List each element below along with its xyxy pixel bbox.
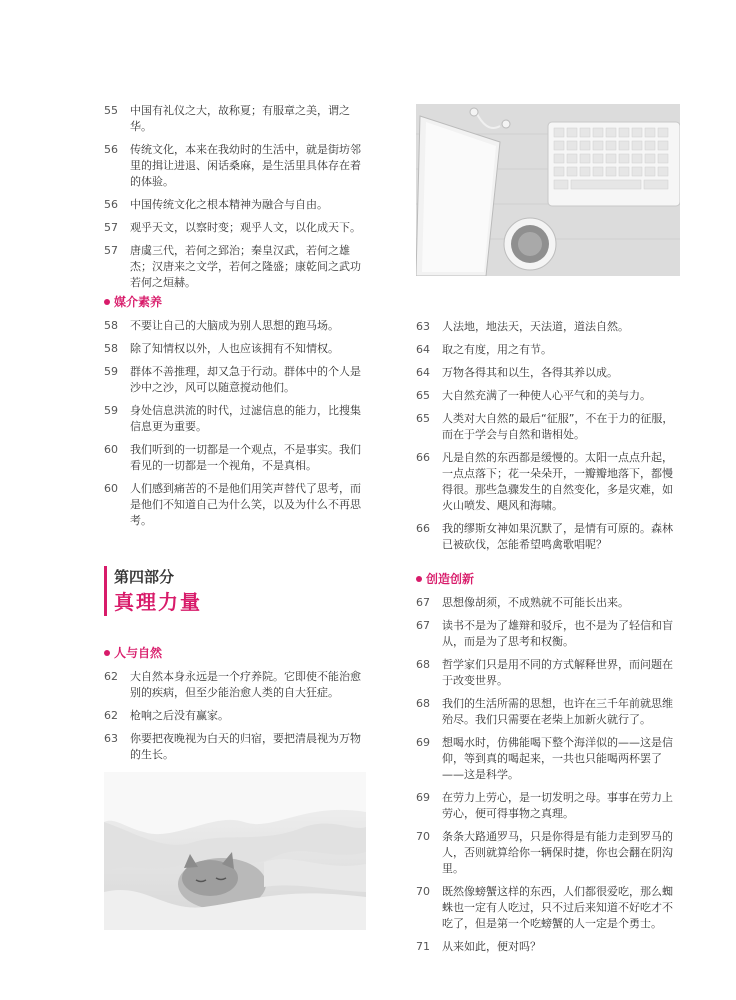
entry-text: 凡是自然的东西都是缓慢的。太阳一点点升起，一点点落下；花一朵朵开，一瓣瓣地落下，都慢得很。那些急骤发生的自然变化，多是灾难，如火山喷发、飓风和海啸。 — [442, 451, 673, 512]
list-item — [416, 735, 680, 783]
entry-number: 58 — [104, 342, 118, 355]
list-item — [104, 708, 366, 724]
entry-text: 我们听到的一切都是一个观点，不是事实。我们看见的一切都是一个视角，不是真相。 — [130, 443, 361, 472]
section-heading — [416, 570, 680, 587]
entry-text: 从来如此，便对吗？ — [442, 940, 541, 953]
entry-text: 条条大路通罗马，只是你得是有能力走到罗马的人，否则就算给你一辆保时捷，你也会翻在阴沟里。 — [442, 830, 673, 875]
entry-number: 64 — [416, 343, 430, 356]
entry-text: 观乎天文，以察时变；观乎人文，以化成天下。 — [130, 221, 361, 234]
list-item — [104, 142, 366, 190]
list-item — [104, 318, 366, 334]
entry-text: 除了知情权以外，人也应该拥有不知情权。 — [130, 342, 339, 355]
entry-text: 哲学家们只是用不同的方式解释世界，而问题在于改变世界。 — [442, 658, 673, 687]
entry-text: 思想像胡须，不成熟就不可能长出来。 — [442, 596, 629, 609]
bullet-dot-icon — [104, 650, 110, 656]
list-item — [104, 731, 366, 763]
entry-number: 63 — [104, 732, 118, 745]
entry-text: 你要把夜晚视为白天的归宿，要把清晨视为万物的生长。 — [130, 732, 361, 761]
list-item — [416, 521, 680, 553]
list-item — [416, 829, 680, 877]
list-item — [104, 403, 366, 435]
left-top-list — [104, 103, 366, 298]
list-item — [104, 103, 366, 135]
list-item — [416, 884, 680, 932]
section-label: 媒介素养 — [114, 295, 163, 309]
list-item — [416, 618, 680, 650]
entry-number: 60 — [104, 443, 118, 456]
entry-text: 既然像螃蟹这样的东西，人们都很爱吃，那么蜘蛛也一定有人吃过，只不过后来知道不好吃才不吃了，但是第一个吃螃蟹的人一定是个勇士。 — [442, 885, 673, 930]
entry-text: 万物各得其和以生，各得其养以成。 — [442, 366, 618, 379]
entry-text: 不要让自己的大脑成为别人思想的跑马场。 — [130, 319, 339, 332]
entry-number: 68 — [416, 658, 430, 671]
entry-number: 65 — [416, 389, 430, 402]
entry-text: 中国有礼仪之大，故称夏；有服章之美，谓之华。 — [130, 104, 350, 133]
cat-photo — [104, 772, 366, 930]
section-label: 创造创新 — [426, 572, 475, 586]
list-item — [416, 790, 680, 822]
entry-text: 唐虞三代，若何之郅治；秦皇汉武，若何之雄杰；汉唐来之文学，若何之隆盛；康乾间之武功若何之烜赫。 — [130, 244, 361, 289]
entry-number: 59 — [104, 365, 118, 378]
entry-text: 我们的生活所需的思想，也许在三千年前就思维殆尽。我们只需要在老柴上加新火就行了。 — [442, 697, 673, 726]
part-title — [104, 566, 202, 616]
list-item — [104, 669, 366, 701]
entry-number: 58 — [104, 319, 118, 332]
entry-number: 69 — [416, 791, 430, 804]
nature-section — [104, 644, 366, 770]
list-item — [416, 450, 680, 514]
entry-number: 66 — [416, 451, 430, 464]
right-top-list — [416, 319, 680, 560]
section-heading — [104, 644, 366, 661]
bullet-dot-icon — [104, 299, 110, 305]
entry-number: 70 — [416, 830, 430, 843]
entry-text: 人类对大自然的最后“征服”，不在于力的征服，而在于学会与自然和谐相处。 — [442, 412, 674, 441]
cat-under-blanket-image — [104, 772, 366, 930]
entry-number: 71 — [416, 940, 430, 953]
entry-text: 群体不善推理，却又急于行动。群体中的个人是沙中之沙，风可以随意搅动他们。 — [130, 365, 361, 394]
entry-text: 枪响之后没有赢家。 — [130, 709, 229, 722]
entry-number: 62 — [104, 670, 118, 683]
list-item — [416, 365, 680, 381]
list-item — [104, 364, 366, 396]
list-item — [416, 939, 680, 955]
bullet-dot-icon — [416, 576, 422, 582]
section-label: 人与自然 — [114, 646, 163, 660]
entry-text: 我的缪斯女神如果沉默了，是情有可原的。森林已被砍伐，怎能希望鸣禽歌唱呢？ — [442, 522, 673, 551]
entry-text: 在劳力上劳心，是一切发明之母。事事在劳力上劳心，便可得事物之真理。 — [442, 791, 673, 820]
desk-keyboard-coffee-image — [416, 104, 680, 276]
entry-number: 56 — [104, 198, 118, 211]
media-section — [104, 293, 366, 536]
entry-text: 大自然本身永远是一个疗养院。它即使不能治愈别的疾病，但至少能治愈人类的自大狂症。 — [130, 670, 361, 699]
entry-text: 人们感到痛苦的不是他们用笑声替代了思考，而是他们不知道自己为什么笑，以及为什么不再思考。 — [130, 482, 361, 527]
entry-number: 59 — [104, 404, 118, 417]
entry-text: 想喝水时，仿佛能喝下整个海洋似的——这是信仰，等到真的喝起来，一共也只能喝两杯罢了——这是科学。 — [442, 736, 673, 781]
create-section — [416, 570, 680, 962]
entry-number: 68 — [416, 697, 430, 710]
list-item — [104, 481, 366, 529]
entry-text: 身处信息洪流的时代，过滤信息的能力，比搜集信息更为重要。 — [130, 404, 361, 433]
entry-number: 57 — [104, 244, 118, 257]
list-item — [416, 696, 680, 728]
entry-number: 62 — [104, 709, 118, 722]
entry-number: 70 — [416, 885, 430, 898]
list-item — [416, 319, 680, 335]
entry-text: 取之有度，用之有节。 — [442, 343, 552, 356]
list-item — [104, 243, 366, 291]
entry-number: 67 — [416, 619, 430, 632]
entry-text: 大自然充满了一种使人心平气和的美与力。 — [442, 389, 651, 402]
entry-number: 69 — [416, 736, 430, 749]
section-heading — [104, 293, 366, 310]
list-item — [416, 657, 680, 689]
desk-photo — [416, 104, 680, 276]
entry-number: 67 — [416, 596, 430, 609]
entry-text: 传统文化，本来在我幼时的生活中，就是街坊邻里的揖让进退、闲话桑麻，是生活里具体存在着的体验。 — [130, 143, 361, 188]
entry-number: 65 — [416, 412, 430, 425]
list-item — [416, 411, 680, 443]
entry-number: 60 — [104, 482, 118, 495]
entry-number: 66 — [416, 522, 430, 535]
list-item — [416, 595, 680, 611]
entry-number: 63 — [416, 320, 430, 333]
list-item — [104, 197, 366, 213]
entry-number: 64 — [416, 366, 430, 379]
part-subtitle: 真理力量 — [114, 590, 202, 614]
entry-text: 中国传统文化之根本精神为融合与自由。 — [130, 198, 328, 211]
list-item — [104, 220, 366, 236]
list-item — [104, 442, 366, 474]
entry-text: 人法地，地法天，天法道，道法自然。 — [442, 320, 629, 333]
list-item — [416, 342, 680, 358]
entry-number: 55 — [104, 104, 118, 117]
entry-number: 57 — [104, 221, 118, 234]
entry-text: 读书不是为了雄辩和驳斥，也不是为了轻信和盲从，而是为了思考和权衡。 — [442, 619, 673, 648]
entry-number: 56 — [104, 143, 118, 156]
list-item — [104, 341, 366, 357]
list-item — [416, 388, 680, 404]
part-number: 第四部分 — [114, 568, 175, 586]
